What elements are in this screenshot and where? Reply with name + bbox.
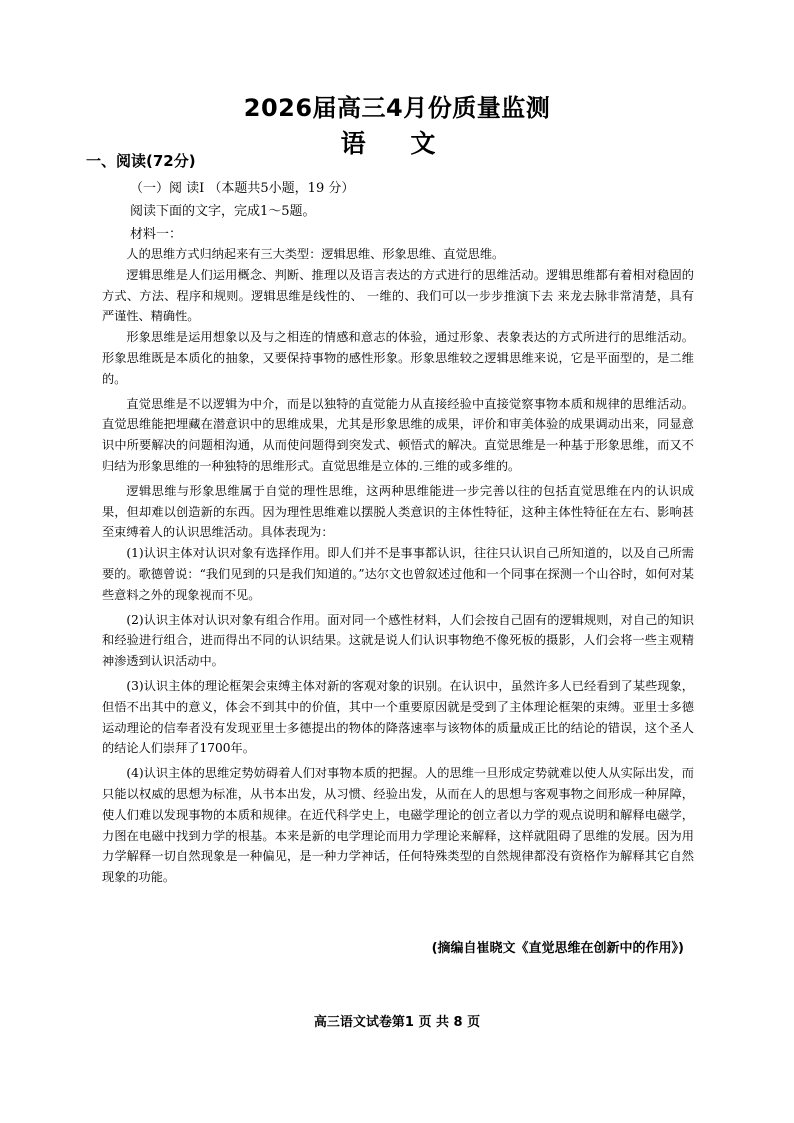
paragraph: 直觉思维是不以逻辑为中介，而是以独特的直觉能力从直接经验中直接觉察事物本质和规律的思维活动。直觉思维能把埋藏在潜意识中的思维成果，尤其是形象思维的成果，评价和审美体验的成果调动出来，同显意识中所要解决的问题相沟通，从而使问题得到突发式、顿悟式的解决。直觉思维是一种基于形象思维，而又不归结为形象思维的一种独特的思维形式。直觉思维是立体的.三维的或多维的。 bbox=[102, 396, 694, 473]
material-label: 材料一： bbox=[130, 227, 183, 242]
exam-title: 2026届高三4月份质量监测 bbox=[243, 94, 551, 122]
paragraph: (1)认识主体对认识对象有选择作用。即人们并不是事事都认识，往往只认识自己所知道的，以及自己所需要的。歌德曾说：“我们见到的只是我们知道的。”达尔文也曾叙述过他和一个同事在探测一个山谷时，如何对某些意料之外的现象视而不见。 bbox=[102, 546, 694, 602]
section-heading: 一、阅读(72分) bbox=[86, 152, 196, 170]
paragraph: (3)认识主体的理论框架会束缚主体对新的客观对象的识别。在认识中，虽然许多人已经看到了某些现象，但悟不出其中的意义，体会不到其中的价值，其中一个重要原因就是受到了主体理论框架的束缚。亚里士多德运动理论的信奉者没有发现亚里士多德提出的物体的降落速率与该物体的质量成正比的结论的错误，这个圣人的结论人们崇拜了1700年。 bbox=[102, 678, 694, 756]
instruction: 阅读下面的文字，完成1～5题。 bbox=[130, 204, 316, 219]
paragraph: 人的思维方式归纳起来有三大类型：逻辑思维、形象思维、直觉思维。 bbox=[126, 247, 505, 261]
source-citation: (摘编自崔晓文《直觉思维在创新中的作用》) bbox=[431, 941, 684, 956]
paragraph: 形象思维是运用想象以及与之相连的情感和意志的体验，通过形象、表象表达的方式所进行的思维活动。形象思维既是本质化的抽象，又要保持事物的感性形象。形象思维较之逻辑思维来说，它是平面型的，是二维的。 bbox=[102, 330, 694, 386]
paragraph: 逻辑思维与形象思维属于自觉的理性思维，这两种思维能进一步完善以往的包括直觉思维在内的认识成果，但却难以创造新的东西。因为理性思维难以摆脱人类意识的主体性特征，这种主体性特征在左右、影响甚至束缚着人的认识思维活动。具体表现为： bbox=[102, 483, 694, 540]
subject-title: 语 文 bbox=[340, 129, 454, 158]
part-heading: （一）阅 读Ⅰ （本题共5小题，19 分） bbox=[130, 181, 355, 196]
paragraph: (4)认识主体的思维定势妨碍着人们对事物本质的把握。人的思维一旦形成定势就难以使人从实际出发，而只能以权威的思想为标准，从书本出发，从习惯、经验出发，从而在人的思想与客观事物之间形成一种屏障，使人们难以发现事物的本质和规律。在近代科学史上，电磁学理论的创立者以力学的观点说明和解释电磁学，力图在电磁中找到力学的根基。本来是新的电学理论而用力学理论来解释，这样就阻碍了思维的发展。因为用力学解释一切自然现象是一种偏见，是一种力学神话，任何特殊类型的自然规律都没有资格作为解释其它自然现象的功能。 bbox=[102, 766, 694, 885]
paragraph: (2)认识主体对认识对象有组合作用。面对同一个感性材料，人们会按自己固有的逻辑规则，对自己的知识和经验进行组合，进而得出不同的认识结果。这就是说人们认识事物绝不像死板的摄影，人们会将一些主观精神渗透到认识活动中。 bbox=[102, 612, 694, 669]
page-footer: 高三语文试卷第1 页 共 8 页 bbox=[313, 1015, 481, 1030]
reading-passage bbox=[102, 244, 694, 888]
paragraph: 逻辑思维是人们运用概念、判断、推理以及语言表达的方式进行的思维活动。逻辑思维都有着相对稳固的方式、方法、程序和规则。逻辑思维是线性的、 一维的、我们可以一步步推演下去 来龙去脉非常清楚，具有严谨性、精确性。 bbox=[102, 267, 694, 324]
